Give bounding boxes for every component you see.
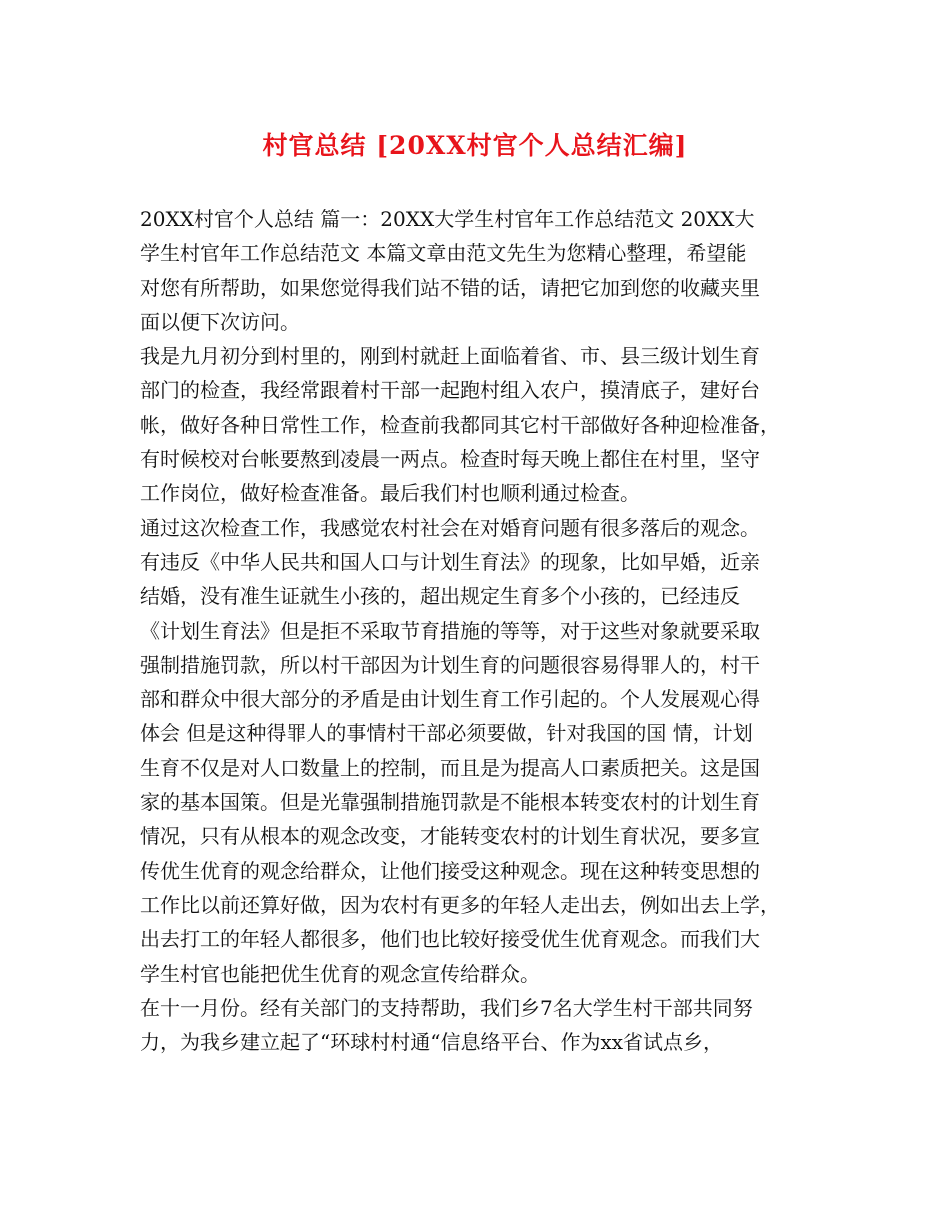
paragraph-3: [140, 511, 820, 991]
text-line: 结婚，没有准生证就生小孩的，超出规定生育多个小孩的，已经违反: [140, 584, 740, 609]
text-line: 学生村官年工作总结范文 本篇文章由范文先生为您精心整理，希望能: [140, 241, 747, 266]
text-line: 强制措施罚款，所以村干部因为计划生育的问题很容易得罪人的，村干: [140, 652, 760, 677]
text-line: 帐，做好各种日常性工作，检查前我都同其它村干部做好各种迎检准备，: [140, 412, 780, 437]
text-line: 家的基本国策。但是光靠强制措施罚款是不能根本转变农村的计划生育: [140, 790, 760, 815]
text-line: 工作岗位，做好检查准备。最后我们村也顺利通过检查。: [140, 481, 640, 506]
text-line: 面以便下次访问。: [140, 309, 300, 334]
text-line: 部门的检查，我经常跟着村干部一起跑村组入农户，摸清底子，建好台: [140, 378, 760, 403]
text-line: 有时候校对台帐要熬到凌晨一两点。检查时每天晚上都住在村里，坚守: [140, 447, 760, 472]
text-line: 有违反《中华人民共和国人口与计划生育法》的现象，比如早婚，近亲: [140, 549, 760, 574]
text-line: 出去打工的年轻人都很多，他们也比较好接受优生优育观念。而我们大: [140, 927, 760, 952]
text-line: 部和群众中很大部分的矛盾是由计划生育工作引起的。个人发展观心得: [140, 687, 760, 712]
text-line: 在十一月份。经有关部门的支持帮助，我们乡7名大学生村干部共同努: [140, 995, 753, 1020]
text-line: 通过这次检查工作，我感觉农村社会在对婚育问题有很多落后的观念。: [140, 515, 760, 540]
paragraph-4: [140, 991, 820, 1060]
text-line: 我是九月初分到村里的，刚到村就赶上面临着省、市、县三级计划生育: [140, 344, 760, 369]
text-line: 生育不仅是对人口数量上的控制，而且是为提高人口素质把关。这是国: [140, 755, 760, 780]
paragraph-1: [140, 202, 820, 339]
text-line: 《计划生育法》但是拒不采取节育措施的等等，对于这些对象就要采取: [140, 618, 760, 643]
text-line: 力，为我乡建立起了“环球村村通“信息络平台、作为xx省试点乡，: [140, 1030, 724, 1055]
text-line: 工作比以前还算好做，因为农村有更多的年轻人走出去，例如出去上学，: [140, 892, 780, 917]
paragraph-2: [140, 339, 820, 510]
document-body: [140, 202, 820, 1059]
text-line: 传优生优育的观念给群众，让他们接受这种观念。现在这种转变思想的: [140, 858, 760, 883]
text-line: 对您有所帮助，如果您觉得我们站不错的话，请把它加到您的收藏夹里: [140, 275, 760, 300]
text-line: 体会 但是这种得罪人的事情村干部必须要做，针对我国的国 情，计划: [140, 721, 753, 746]
text-line: 学生村官也能把优生优育的观念宣传给群众。: [140, 961, 540, 986]
text-line: 20XX村官个人总结 篇一：20XX大学生村官年工作总结范文 20XX大: [140, 207, 755, 231]
document-title: 村官总结 [20XX村官个人总结汇编]: [262, 131, 688, 160]
text-line: 情况，只有从根本的观念改变，才能转变农村的计划生育状况，要多宣: [140, 824, 760, 849]
